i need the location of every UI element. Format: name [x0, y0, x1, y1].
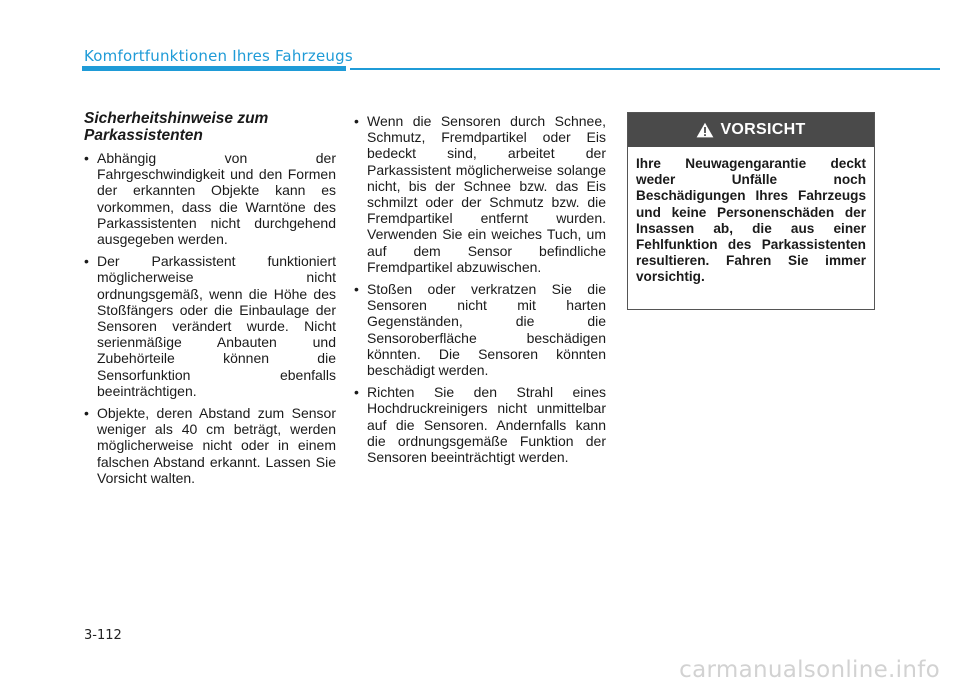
list-item	[84, 150, 336, 247]
left-bullet-list	[84, 150, 336, 486]
list-item	[354, 113, 606, 275]
bullet-icon: •	[84, 150, 89, 166]
list-item	[84, 405, 336, 486]
page-number: 3-112	[84, 628, 122, 643]
section-heading: Sicherheitshinweise zum Parkassistenten	[84, 110, 269, 144]
list-item-text: Wenn die Sensoren durch Schnee, Schmutz, Fremdpartikel oder Eis bedeckt sind, arbeitet der Parkassistent möglicherweise solange nicht, bis der Schnee bzw. das Eis schmilzt oder der Schmutz bzw. die Fremdpartikel entfernt wurden. Verwenden Sie ein weiches Tuch, um auf dem Sensor befindliche Fremdpartikel abzuwischen.	[367, 113, 606, 275]
list-item-text: Abhängig von der Fahrgeschwindigkeit und den Formen der erkannten Objekte kann es vorkommen, dass die Warntöne des Parkassistenten nicht durchgehend ausgegeben werden.	[97, 150, 336, 248]
list-item	[84, 253, 336, 399]
middle-column	[354, 113, 606, 471]
section-header-title: Komfortfunktionen Ihres Fahrzeugs	[84, 47, 353, 65]
left-column	[84, 110, 336, 492]
list-item	[354, 384, 606, 465]
caution-box	[627, 112, 875, 310]
header-rule-thin	[350, 68, 940, 70]
bullet-icon: •	[354, 113, 359, 129]
middle-bullet-list	[354, 113, 606, 465]
list-item	[354, 281, 606, 378]
list-item-text: Stoßen oder verkratzen Sie die Sensoren nicht mit harten Gegenständen, die die Sensoroberfläche beschädigen könnten. Die Sensoren könnten beschädigt werden.	[367, 281, 606, 379]
caution-label: VORSICHT	[720, 121, 806, 138]
bullet-icon: •	[354, 384, 359, 401]
caution-text: Ihre Neuwagengarantie deckt weder Unfälle noch Beschädigungen Ihres Fahrzeugs und keine Personenschäden der Insassen ab, die aus einer Fehlfunktion des Parkassistenten resultieren. Fahren Sie immer vorsichtig.	[636, 156, 866, 285]
bullet-icon: •	[84, 405, 89, 422]
list-item-text: Der Parkassistent funktioniert möglicherweise nicht ordnungsgemäß, wenn die Höhe des Stoßfängers oder die Einbaulage der Sensoren verändert wurde. Nicht serienmäßige Anbauten und Zubehörteile können die Sensorfunktion ebenfalls beeinträchtigen.	[97, 253, 336, 399]
warning-triangle-icon	[696, 122, 714, 138]
watermark: carmanualsonline.info	[679, 657, 940, 683]
bullet-icon: •	[354, 281, 359, 298]
list-item-text: Richten Sie den Strahl eines Hochdruckreinigers nicht unmittelbar auf die Sensoren. Andernfalls kann die ordnungsgemäße Funktion der Sensoren beeinträchtigt werden.	[367, 384, 606, 466]
bullet-icon: •	[84, 253, 89, 270]
header-rule-thick	[82, 66, 346, 71]
caution-header	[628, 113, 874, 147]
list-item-text: Objekte, deren Abstand zum Sensor weniger als 40 cm beträgt, werden möglicherweise nicht oder in einem falschen Abstand erkannt. Lassen Sie Vorsicht walten.	[97, 405, 336, 486]
